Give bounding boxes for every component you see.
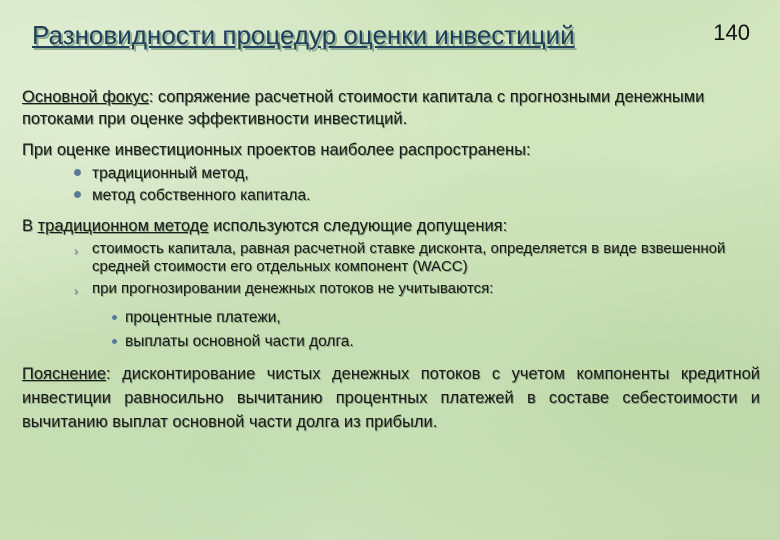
bullet-icon bbox=[112, 315, 117, 320]
traditional-paragraph: В традиционном методе используются следующие допущения: bbox=[22, 217, 508, 235]
list-item: выплаты основной части долга. bbox=[22, 330, 760, 354]
page-title: Разновидности процедур оценки инвестиций bbox=[32, 20, 575, 50]
focus-paragraph bbox=[22, 86, 760, 130]
arrow-bullet-icon: › bbox=[74, 284, 78, 298]
methods-list bbox=[22, 163, 760, 207]
explanation-label: Пояснение bbox=[22, 365, 107, 383]
explanation-paragraph bbox=[22, 362, 760, 434]
list-item: метод собственного капитала. bbox=[22, 185, 760, 207]
focus-label: Основной фокус bbox=[22, 88, 149, 106]
slide-content bbox=[22, 86, 760, 443]
excluded-list bbox=[22, 306, 760, 354]
page-number: 140 bbox=[713, 20, 750, 45]
bullet-icon bbox=[74, 191, 81, 198]
focus-text: : сопряжение расчетной стоимости капитала с прогнозными денежными потоками при оценке эффективности инвестиций. bbox=[22, 88, 705, 128]
list-item: процентные платежи, bbox=[22, 306, 760, 330]
list-item: традиционный метод, bbox=[22, 163, 760, 185]
methods-intro: При оценке инвестиционных проектов наиболее распространены: bbox=[22, 141, 531, 159]
bullet-icon bbox=[112, 339, 117, 344]
bullet-icon bbox=[74, 169, 81, 176]
assumptions-list bbox=[22, 240, 760, 298]
traditional-label: традиционном методе bbox=[37, 217, 209, 235]
list-item: › стоимость капитала, равная расчетной ставке дисконта, определяется в виде взвешенной средней стоимости его отдельных компонент (WACC) bbox=[74, 240, 726, 275]
list-item: › при прогнозировании денежных потоков не учитываются: bbox=[74, 280, 494, 298]
arrow-bullet-icon: › bbox=[74, 244, 78, 258]
explanation-text: : дисконтирование чистых денежных потоков с учетом компоненты кредитной инвестиции равносильно вычитанию процентных платежей в составе себестоимости и вычитанию выплат основной части долга из прибыли. bbox=[22, 365, 760, 431]
